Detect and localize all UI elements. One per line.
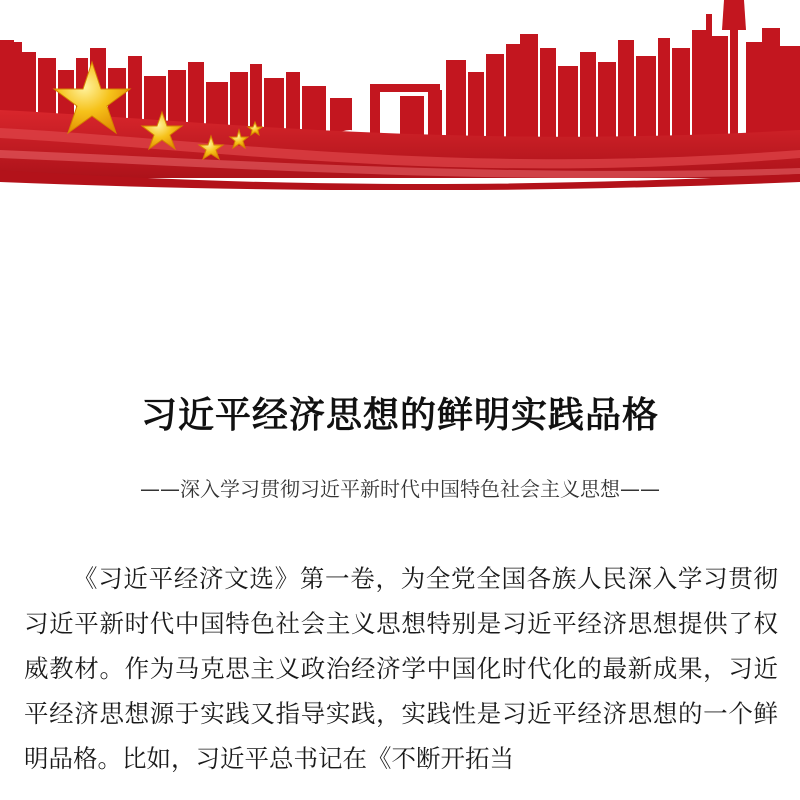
page-title: 习近平经济思想的鲜明实践品格 (140, 395, 659, 436)
page-subtitle: ——深入学习贯彻习近平新时代中国特色社会主义思想—— (140, 477, 660, 501)
header-banner (0, 0, 800, 190)
city-skyline-icon (0, 0, 800, 190)
article-body: 《习近平经济文选》第一卷，为全党全国各族人民深入学习贯彻习近平新时代中国特色社会主义思想特别是习近平经济思想提供了权威教材。作为马克思主义政治经济学中国化时代化的最新成果，习近平经济思想源于实践又指导实践，实践性是习近平经济思想的一个鲜明品格。比如，习近平总书记在《不断开拓当 (24, 564, 778, 773)
